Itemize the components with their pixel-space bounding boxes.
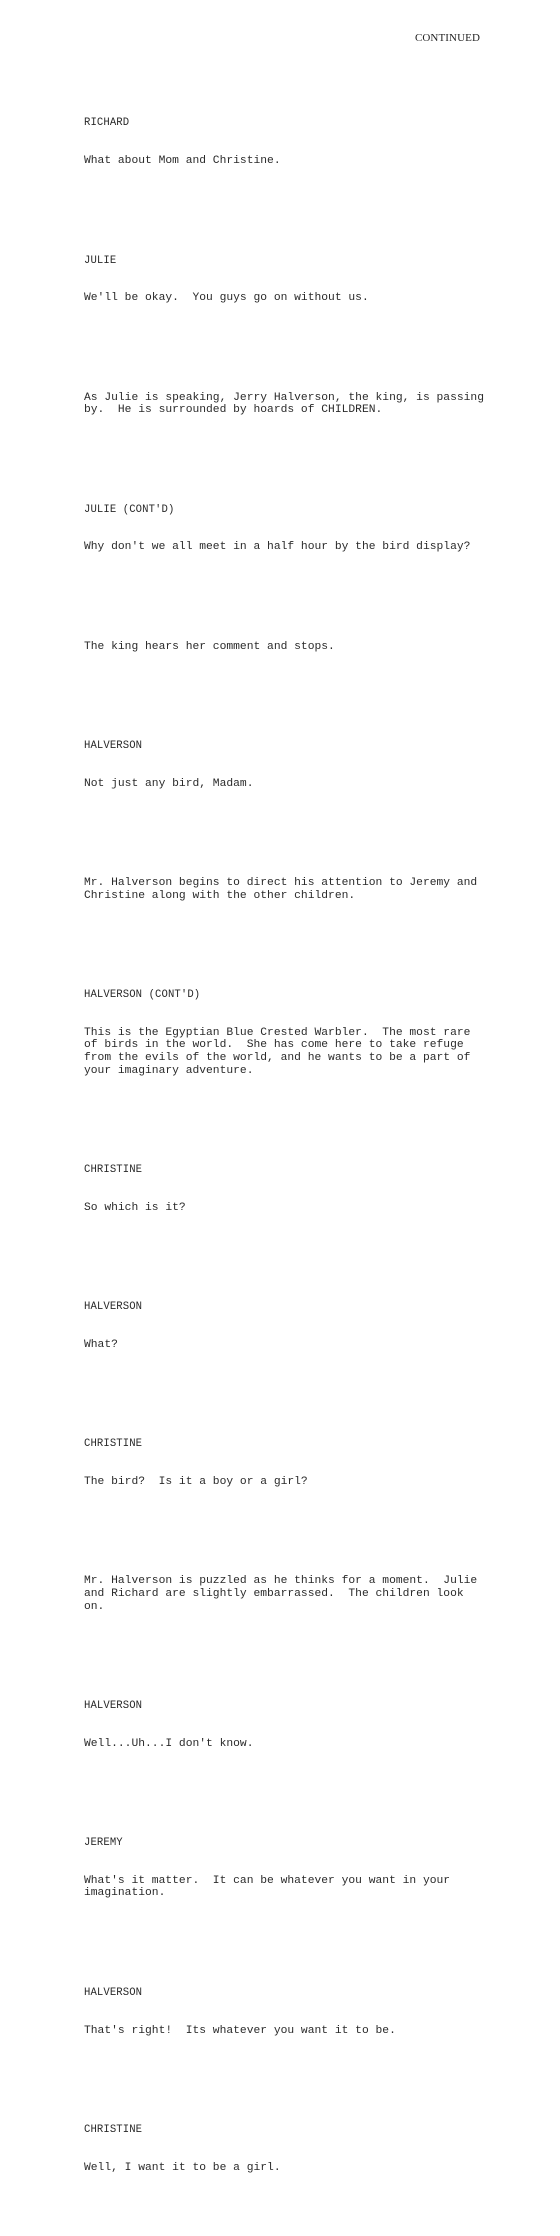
character-cue: JEREMY [84,1837,123,1850]
dialogue-text: So which is it? [84,1201,186,1214]
dialogue-text: This is the Egyptian Blue Crested Warbler. The most rare of birds in the world. She has come here to take refuge from the evils of the world, and he wants to be a part of your imaginary adventure. [84,1026,471,1077]
character-cue: CHRISTINE [84,1438,143,1451]
dialogue-block [84,92,484,193]
character-cue: HALVERSON [84,1986,143,1999]
character-cue: CHRISTINE [84,1164,143,1176]
dialogue-block [84,1962,484,2063]
dialogue-block [84,1812,484,1925]
character-cue: RICHARD [84,117,130,130]
dialogue-block [84,478,484,579]
action-text: Mr. Halverson is puzzled as he thinks for a moment. Julie and Richard are slightly embarrassed. The children look on. [84,1575,478,1613]
character-cue: HALVERSON [84,1301,143,1314]
character-cue: JULIE [84,254,117,267]
dialogue-text: That's right! Its whatever you want it to be. [84,2024,396,2037]
dialogue-text: Not just any bird, Madam. [84,777,254,790]
action-block [84,616,484,679]
dialogue-block [84,1139,484,1240]
dialogue-block [84,1675,484,1776]
script-body [84,67,484,2236]
action-block [84,366,484,442]
dialogue-block [84,1276,484,1377]
dialogue-block [84,964,484,1103]
dialogue-text: Well...Uh...I don't know. [84,1737,254,1750]
dialogue-text: Why don't we all meet in a half hour by the bird display? [84,541,471,554]
action-text: Mr. Halverson begins to direct his attention to Jeremy and Christine along with the other children. [84,877,478,902]
character-cue: CHRISTINE [84,2123,143,2136]
dialogue-block [84,715,484,816]
character-cue: HALVERSON [84,740,143,753]
action-block [84,852,484,928]
character-cue: HALVERSON [84,1699,143,1712]
dialogue-text: We'll be okay. You guys go on without us. [84,292,369,305]
character-cue: HALVERSON (CONT'D) [84,989,201,1002]
dialogue-block [84,229,484,330]
dialogue-text: What about Mom and Christine. [84,155,281,168]
continued-label: CONTINUED [414,32,480,44]
character-cue: JULIE (CONT'D) [84,503,175,516]
dialogue-block [84,1413,484,1514]
dialogue-text: What? [84,1338,118,1351]
action-text: The king hears her comment and stops. [84,640,335,653]
dialogue-text: Well, I want it to be a girl. [84,2161,281,2174]
dialogue-block [84,2099,484,2200]
action-block [84,1550,484,1638]
dialogue-text: What's it matter. It can be whatever you want in your imagination. [84,1874,451,1900]
action-text: As Julie is speaking, Jerry Halverson, the king, is passing by. He is surrounded by hoards of CHILDREN. [84,391,484,417]
dialogue-text: The bird? Is it a boy or a girl? [84,1476,308,1489]
